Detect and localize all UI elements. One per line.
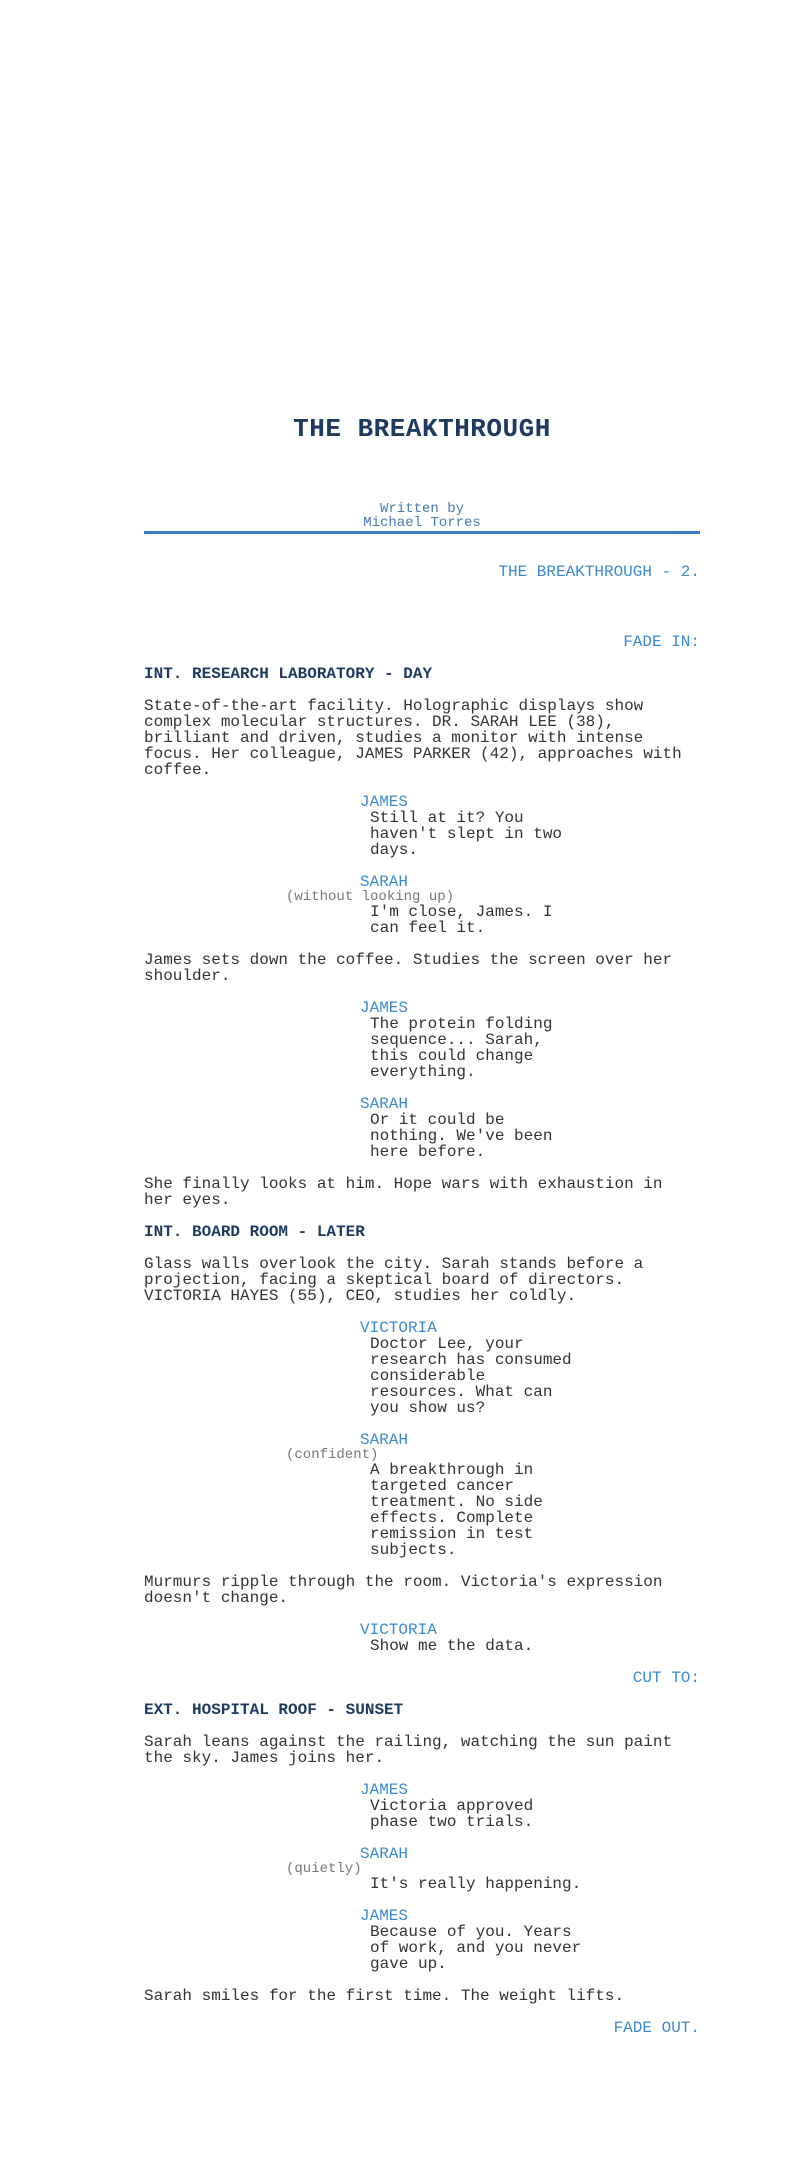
dialogue-line: Or it could be nothing. We've been here before.	[370, 1111, 553, 1161]
action-line: State-of-the-art facility. Holographic displays show complex molecular structures. DR. SARAH LEE (38), brilliant and driven, studies a monitor with intense focus. Her colleague, JAMES PARKER (42), approaches with coffee.	[144, 697, 682, 779]
character-name: VICTORIA	[360, 1319, 437, 1337]
action-line: Sarah smiles for the first time. The weight lifts.	[144, 1987, 625, 2005]
dialogue-line: Because of you. Years of work, and you never gave up.	[370, 1923, 582, 1973]
dialogue-line: A breakthrough in targeted cancer treatment. No side effects. Complete remission in test subjects.	[370, 1461, 543, 1559]
character-name: JAMES	[360, 793, 409, 811]
dialogue-line: The protein folding sequence... Sarah, this could change everything.	[370, 1015, 553, 1081]
character-name: JAMES	[360, 1907, 409, 1925]
dialogue-block	[144, 874, 700, 936]
script-body	[144, 634, 700, 2052]
action-line: James sets down the coffee. Studies the screen over her shoulder.	[144, 951, 673, 985]
transition-fade-in: FADE IN:	[623, 633, 700, 651]
script-title: THE BREAKTHROUGH	[293, 414, 551, 444]
dialogue-block	[144, 1096, 700, 1160]
dialogue-block	[144, 1782, 700, 1830]
byline	[144, 502, 700, 530]
parenthetical: (without looking up)	[286, 889, 455, 905]
action-line: Murmurs ripple through the room. Victoria's expression doesn't change.	[144, 1573, 663, 1607]
parenthetical: (confident)	[286, 1447, 379, 1463]
transition-fade-out: FADE OUT.	[613, 2019, 700, 2037]
dialogue-line: I'm close, James. I can feel it.	[370, 903, 553, 937]
dialogue-line: Victoria approved phase two trials.	[370, 1797, 534, 1831]
dialogue-block	[144, 794, 700, 858]
character-name: SARAH	[360, 873, 409, 891]
character-name: SARAH	[360, 1431, 409, 1449]
dialogue-block	[144, 1622, 700, 1654]
character-name: SARAH	[360, 1095, 409, 1113]
dialogue-line: It's really happening.	[370, 1875, 582, 1893]
dialogue-block	[144, 1432, 700, 1558]
scene-heading: INT. BOARD ROOM - LATER	[144, 1223, 365, 1241]
character-name: SARAH	[360, 1845, 409, 1863]
scene-heading: EXT. HOSPITAL ROOF - SUNSET	[144, 1701, 404, 1719]
character-name: JAMES	[360, 1781, 409, 1799]
dialogue-block	[144, 1000, 700, 1080]
page-header-number: THE BREAKTHROUGH - 2.	[498, 563, 700, 581]
title-divider	[144, 531, 700, 534]
action-line: Glass walls overlook the city. Sarah stands before a projection, facing a skeptical board of directors. VICTORIA HAYES (55), CEO, studies her coldly.	[144, 1255, 644, 1305]
written-by-label: Written by	[379, 501, 464, 517]
dialogue-block	[144, 1320, 700, 1416]
dialogue-line: Doctor Lee, your research has consumed considerable resources. What can you show us?	[370, 1335, 572, 1417]
action-line: She finally looks at him. Hope wars with exhaustion in her eyes.	[144, 1175, 663, 1209]
character-name: JAMES	[360, 999, 409, 1017]
parenthetical: (quietly)	[286, 1861, 362, 1877]
author-name: Michael Torres	[363, 515, 481, 531]
scene-heading: INT. RESEARCH LABORATORY - DAY	[144, 665, 433, 683]
dialogue-line: Still at it? You haven't slept in two days.	[370, 809, 563, 859]
character-name: VICTORIA	[360, 1621, 437, 1639]
dialogue-block	[144, 1908, 700, 1972]
transition-cut-to: CUT TO:	[632, 1669, 700, 1687]
dialogue-line: Show me the data.	[370, 1637, 534, 1655]
dialogue-block	[144, 1846, 700, 1892]
action-line: Sarah leans against the railing, watching the sun paint the sky. James joins her.	[144, 1733, 673, 1767]
